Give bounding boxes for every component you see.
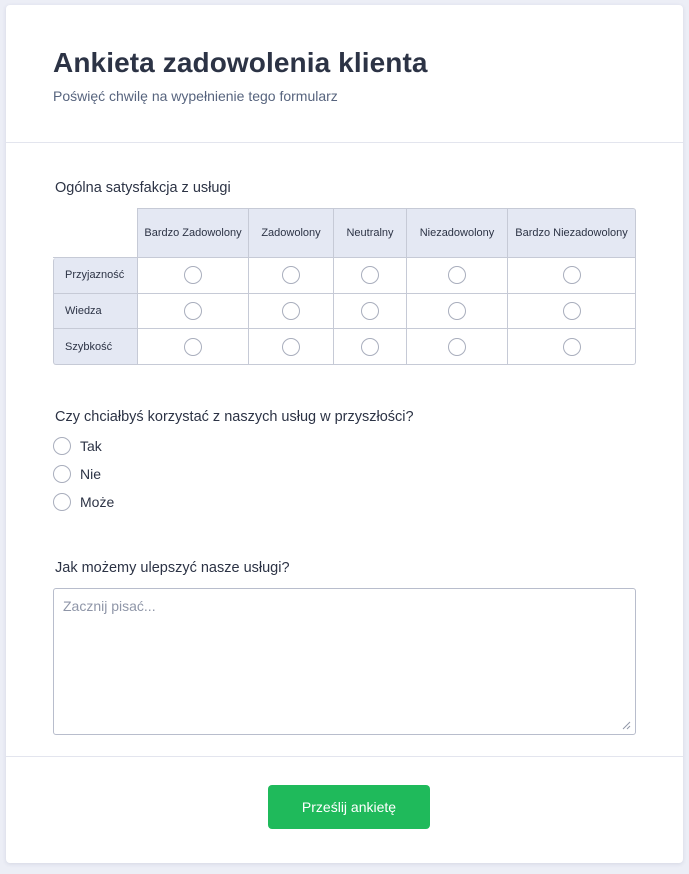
matrix-radio[interactable] [563, 338, 581, 356]
matrix-cell [334, 329, 407, 365]
matrix-cell [138, 329, 249, 365]
matrix-cell [249, 329, 334, 365]
option-label: Może [80, 494, 115, 510]
future-question-label: Czy chciałbyś korzystać z naszych usług w przyszłości? [55, 409, 414, 425]
matrix-radio[interactable] [282, 338, 300, 356]
matrix-row-label: Przyjazność [53, 258, 138, 294]
future-option-no[interactable] [53, 464, 101, 484]
option-label: Nie [80, 466, 102, 482]
matrix-radio[interactable] [282, 266, 300, 284]
matrix-column-header: Niezadowolony [407, 208, 508, 258]
matrix-row [53, 258, 636, 294]
matrix-corner [53, 208, 138, 258]
matrix-radio[interactable] [448, 266, 466, 284]
matrix-column-header: Zadowolony [249, 208, 334, 258]
matrix-radio[interactable] [361, 338, 379, 356]
future-option-yes[interactable] [53, 436, 102, 456]
matrix-row [53, 294, 636, 330]
satisfaction-matrix [53, 208, 636, 365]
matrix-cell [407, 329, 508, 365]
matrix-cell [138, 294, 249, 330]
matrix-row-label: Wiedza [53, 294, 138, 330]
future-option-maybe[interactable] [53, 492, 114, 512]
resize-grip-icon[interactable] [621, 720, 631, 730]
matrix-radio[interactable] [184, 266, 202, 284]
matrix-radio[interactable] [448, 338, 466, 356]
matrix-radio[interactable] [361, 266, 379, 284]
matrix-cell [407, 294, 508, 330]
survey-card [6, 5, 683, 863]
improve-textarea[interactable] [53, 588, 636, 735]
matrix-cell [138, 258, 249, 294]
matrix-row [53, 329, 636, 365]
form-title: Ankieta zadowolenia klienta [53, 47, 428, 78]
submit-button[interactable]: Prześlij ankietę [268, 785, 430, 829]
radio-no[interactable] [53, 465, 71, 483]
matrix-radio[interactable] [184, 302, 202, 320]
matrix-cell [249, 294, 334, 330]
matrix-cell [334, 294, 407, 330]
matrix-column-header: Neutralny [334, 208, 407, 258]
matrix-cell [508, 258, 636, 294]
matrix-radio[interactable] [448, 302, 466, 320]
matrix-column-header: Bardzo Niezadowolony [508, 208, 636, 258]
form-header [6, 5, 683, 143]
matrix-row-label: Szybkość [53, 329, 138, 365]
matrix-radio[interactable] [563, 266, 581, 284]
matrix-cell [407, 258, 508, 294]
radio-maybe[interactable] [53, 493, 71, 511]
matrix-cell [508, 329, 636, 365]
matrix-radio[interactable] [282, 302, 300, 320]
matrix-cell [508, 294, 636, 330]
matrix-radio[interactable] [184, 338, 202, 356]
matrix-radio[interactable] [361, 302, 379, 320]
form-footer [6, 756, 683, 863]
matrix-radio[interactable] [563, 302, 581, 320]
matrix-question-label: Ogólna satysfakcja z usługi [55, 180, 231, 196]
matrix-cell [334, 258, 407, 294]
form-subtitle: Poświęć chwilę na wypełnienie tego formularz [53, 88, 338, 104]
radio-yes[interactable] [53, 437, 71, 455]
option-label: Tak [80, 438, 102, 454]
matrix-column-header: Bardzo Zadowolony [138, 208, 249, 258]
matrix-cell [249, 258, 334, 294]
improve-question-label: Jak możemy ulepszyć nasze usługi? [55, 560, 290, 576]
